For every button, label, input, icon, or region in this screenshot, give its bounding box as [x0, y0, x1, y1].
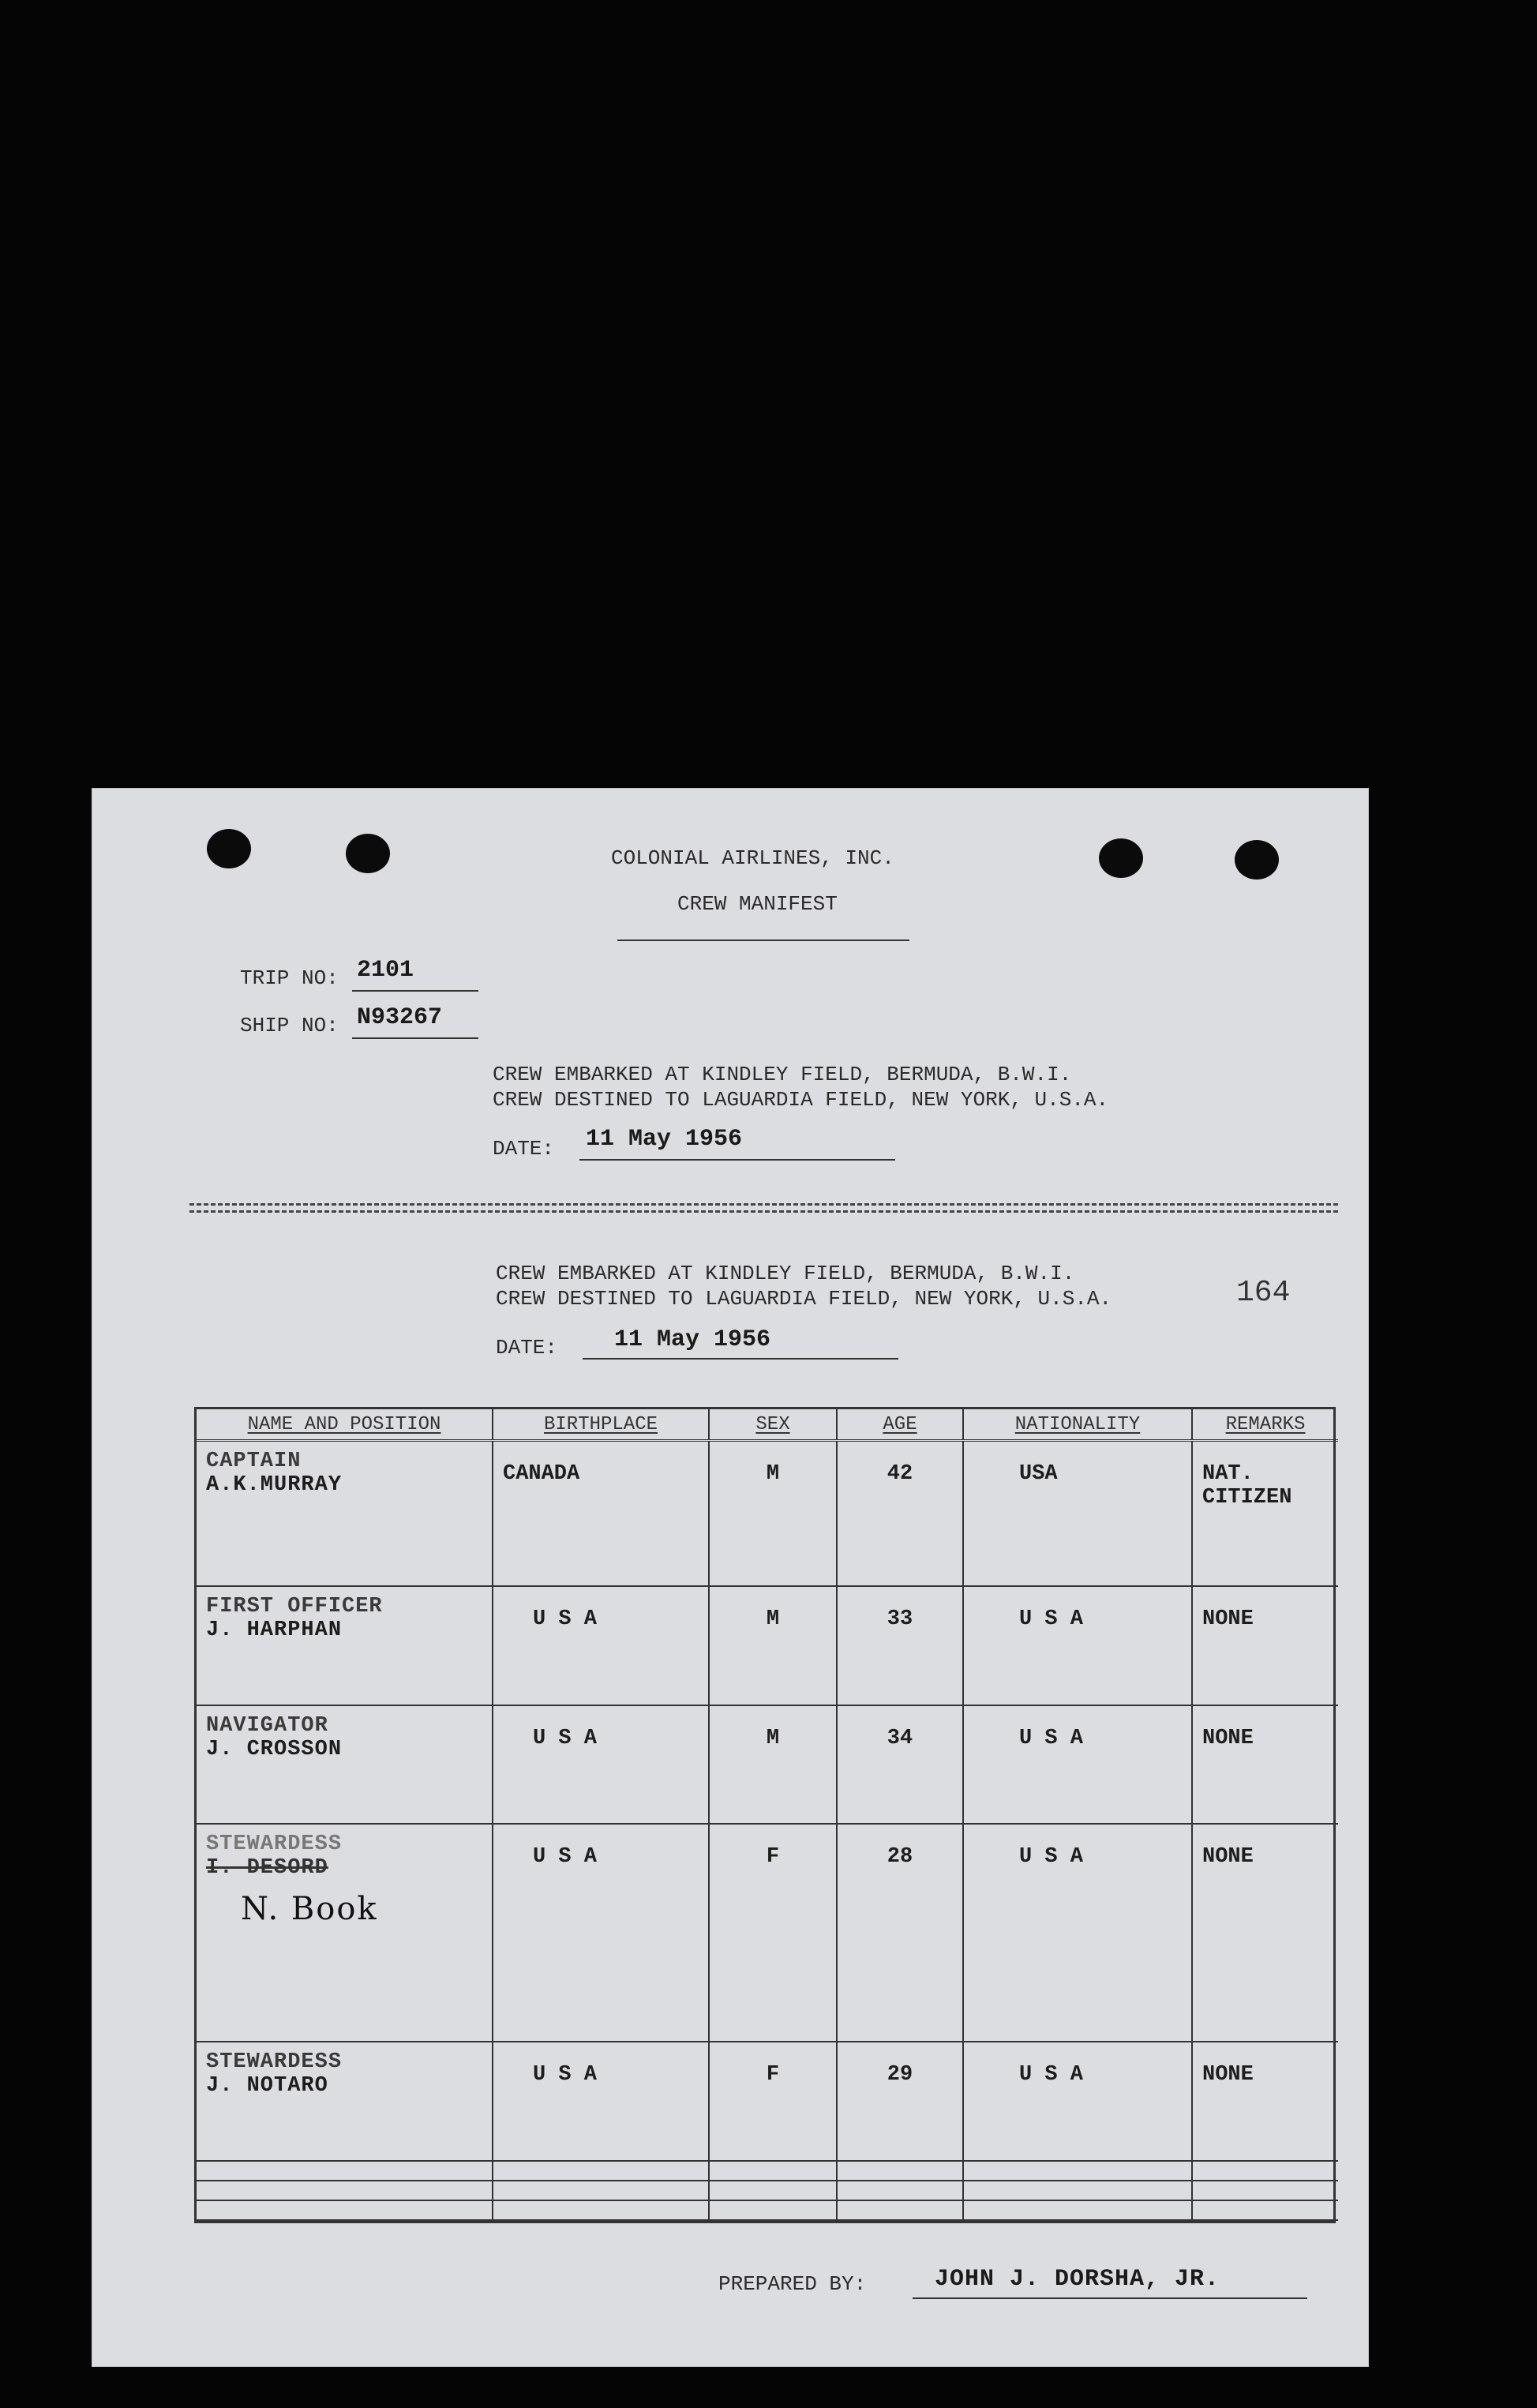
cell-nationality: [963, 2161, 1192, 2181]
title-underline: [617, 940, 909, 941]
cell-nationality: [963, 2200, 1192, 2220]
section1-date-label: DATE:: [493, 1137, 555, 1161]
header-sex: SEX: [709, 1409, 837, 1441]
punch-hole-4: [1235, 840, 1279, 880]
section-divider: [189, 1203, 1338, 1213]
cell-age: 42: [837, 1441, 963, 1587]
document-title: CREW MANIFEST: [677, 892, 838, 916]
header-nationality: NATIONALITY: [963, 1409, 1192, 1441]
prepared-by-underline: [913, 2297, 1307, 2299]
cell-name-position: [197, 2161, 493, 2181]
ship-label: SHIP NO:: [240, 1014, 339, 1037]
cell-nationality: U S A: [963, 2042, 1192, 2160]
crew-position: STEWARDESS: [206, 2050, 343, 2075]
crew-position: STEWARDESS: [206, 1832, 343, 1857]
section1-embarked: CREW EMBARKED AT KINDLEY FIELD, BERMUDA, B.W.I.: [493, 1063, 1072, 1086]
cell-name-position: [197, 2181, 493, 2200]
header-remarks: REMARKS: [1192, 1409, 1338, 1441]
company-name: COLONIAL AIRLINES, INC.: [611, 846, 894, 870]
cell-nationality: U S A: [963, 1586, 1192, 1705]
trip-label: TRIP NO:: [240, 966, 339, 990]
header-birthplace: BIRTHPLACE: [493, 1409, 709, 1441]
manifest-sheet: [92, 788, 1369, 2367]
crew-position: CAPTAIN: [206, 1450, 302, 1473]
cell-birthplace: U S A: [493, 1586, 709, 1705]
trip-underline: [352, 990, 478, 992]
crew-table: [194, 1407, 1336, 2223]
punch-hole-3: [1099, 838, 1143, 878]
cell-birthplace: U S A: [493, 1824, 709, 2042]
cell-birthplace: CANADA: [493, 1441, 709, 1587]
table-row-empty: [197, 2181, 1338, 2200]
table-row: [197, 2042, 1338, 2160]
cell-nationality: U S A: [963, 1705, 1192, 1824]
cell-nationality: U S A: [963, 1824, 1192, 2042]
ship-number: N93267: [357, 1004, 443, 1031]
table-row: [197, 1705, 1338, 1824]
prepared-by-label: PREPARED BY:: [718, 2272, 867, 2296]
cell-remarks: [1192, 2200, 1338, 2220]
cell-sex: M: [709, 1705, 837, 1824]
section2-date-label: DATE:: [496, 1336, 558, 1360]
cell-name-position: [197, 2200, 493, 2220]
table-row: [197, 1824, 1338, 2042]
cell-sex: [709, 2161, 837, 2181]
punch-hole-2: [346, 834, 390, 873]
handwritten-name: N. Book: [241, 1891, 378, 1928]
crew-name-struck: I. DESORD: [206, 1856, 328, 1881]
cell-sex: M: [709, 1441, 837, 1587]
cell-birthplace: U S A: [493, 2042, 709, 2160]
cell-birthplace: [493, 2181, 709, 2200]
cell-birthplace: [493, 2200, 709, 2220]
page-number: 164: [1236, 1276, 1291, 1310]
section2-embarked: CREW EMBARKED AT KINDLEY FIELD, BERMUDA, B.W.I.: [496, 1262, 1075, 1285]
cell-birthplace: [493, 2161, 709, 2181]
cell-remarks: NAT. CITIZEN: [1192, 1441, 1338, 1587]
cell-name-position: [197, 1705, 493, 1824]
cell-remarks: NONE: [1192, 1586, 1338, 1705]
cell-age: [837, 2181, 963, 2200]
prepared-by-name: JOHN J. DORSHA, JR.: [935, 2266, 1220, 2293]
table-row: [197, 1586, 1338, 1705]
crew-name: J. CROSSON: [206, 1737, 343, 1761]
crew-position: FIRST OFFICER: [206, 1595, 383, 1619]
cell-name-position: [197, 2042, 493, 2160]
section2-destined: CREW DESTINED TO LAGUARDIA FIELD, NEW YORK, U.S.A.: [496, 1287, 1112, 1311]
crew-position: NAVIGATOR: [206, 1713, 328, 1738]
section1-date-value: 11 May 1956: [586, 1126, 743, 1153]
cell-birthplace: U S A: [493, 1705, 709, 1824]
cell-name-position: [197, 1586, 493, 1705]
cell-sex: [709, 2200, 837, 2220]
section1-destined: CREW DESTINED TO LAGUARDIA FIELD, NEW YORK, U.S.A.: [493, 1088, 1109, 1112]
table-row: [197, 1441, 1338, 1587]
cell-remarks: NONE: [1192, 1705, 1338, 1824]
cell-name-position: [197, 1824, 493, 2042]
table-row-empty: [197, 2161, 1338, 2181]
cell-age: [837, 2200, 963, 2220]
crew-name: J. HARPHAN: [206, 1618, 343, 1643]
cell-remarks: [1192, 2161, 1338, 2181]
cell-nationality: USA: [963, 1441, 1192, 1587]
table-header-row: [197, 1409, 1338, 1441]
cell-age: 28: [837, 1824, 963, 2042]
punch-hole-1: [207, 829, 251, 868]
section2-date-underline: [583, 1358, 898, 1360]
cell-sex: F: [709, 1824, 837, 2042]
trip-number: 2101: [357, 957, 414, 984]
section1-date-underline: [579, 1159, 895, 1161]
table-row-empty: [197, 2200, 1338, 2220]
cell-age: [837, 2161, 963, 2181]
cell-sex: M: [709, 1586, 837, 1705]
cell-nationality: [963, 2181, 1192, 2200]
cell-sex: F: [709, 2042, 837, 2160]
cell-sex: [709, 2181, 837, 2200]
header-age: AGE: [837, 1409, 963, 1441]
cell-remarks: [1192, 2181, 1338, 2200]
cell-age: 33: [837, 1586, 963, 1705]
crew-name: J. NOTARO: [206, 2074, 328, 2099]
crew-name: A.K.MURRAY: [206, 1473, 343, 1497]
cell-remarks: NONE: [1192, 2042, 1338, 2160]
header-name-position: NAME AND POSITION: [197, 1409, 493, 1441]
cell-age: 29: [837, 2042, 963, 2160]
cell-name-position: [197, 1441, 493, 1587]
section2-date-value: 11 May 1956: [614, 1326, 771, 1353]
cell-age: 34: [837, 1705, 963, 1824]
ship-underline: [352, 1037, 478, 1039]
cell-remarks: NONE: [1192, 1824, 1338, 2042]
